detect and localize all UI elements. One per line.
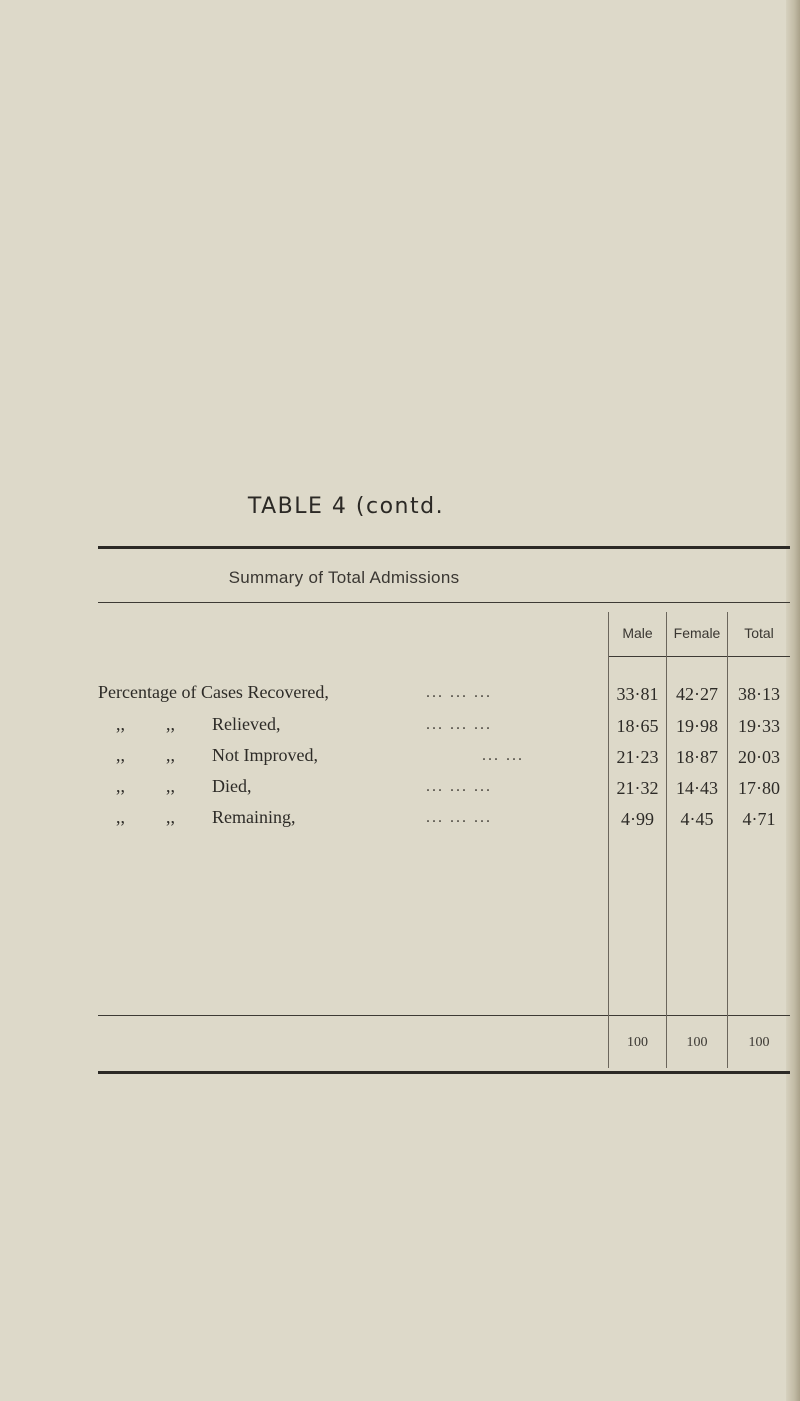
column-header-male: Male xyxy=(622,625,653,641)
ditto-mark: ,, xyxy=(116,745,125,765)
cell-male: 33·81 xyxy=(616,684,659,704)
table-row-label xyxy=(98,682,329,703)
cell-male: 21·32 xyxy=(616,778,659,798)
ditto-mark: ,, xyxy=(166,807,175,827)
cell-total: 4·71 xyxy=(742,809,776,829)
cell-male: 4·99 xyxy=(621,809,654,829)
ditto-mark: ,, xyxy=(166,745,175,765)
title-rule xyxy=(98,546,790,549)
row-label-text: Remaining, xyxy=(212,807,296,827)
cell-total: 20·03 xyxy=(738,747,780,767)
cell-female: 18·87 xyxy=(676,747,718,767)
dot-leader: ... ... ... xyxy=(426,716,492,733)
totals-rule xyxy=(98,1015,790,1016)
dot-leader: ... ... xyxy=(482,747,524,764)
row-label-text: Not Improved, xyxy=(212,745,318,765)
dot-leader: ... ... ... xyxy=(426,809,492,826)
ditto-mark: ,, xyxy=(116,714,125,734)
column-divider-female xyxy=(666,612,667,1068)
ditto-mark: ,, xyxy=(116,776,125,796)
total-female: 100 xyxy=(686,1035,708,1050)
total-male: 100 xyxy=(627,1035,648,1050)
ditto-mark: ,, xyxy=(166,714,175,734)
column-header-total: Total xyxy=(744,625,774,641)
cell-male: 18·65 xyxy=(616,716,659,736)
dot-leader: ... ... ... xyxy=(426,684,492,701)
column-divider-male xyxy=(608,612,609,1068)
row-label-text: Relieved, xyxy=(212,714,281,734)
column-divider-total xyxy=(727,612,728,1068)
dot-leader: ... ... ... xyxy=(426,778,492,795)
header-rule xyxy=(608,656,790,657)
cell-total: 38·13 xyxy=(738,684,780,704)
ditto-mark: ,, xyxy=(166,776,175,796)
cell-total: 19·33 xyxy=(738,716,780,736)
cell-total: 17·80 xyxy=(738,778,780,798)
table-title: TABLE 4 (contd. xyxy=(247,494,445,519)
ditto-mark: ,, xyxy=(116,807,125,827)
table-top-rule xyxy=(98,602,790,603)
cell-female: 19·98 xyxy=(676,716,718,736)
table-row-label xyxy=(98,714,280,735)
cell-female: 14·43 xyxy=(676,778,718,798)
table-row-label xyxy=(98,745,318,766)
cell-female: 42·27 xyxy=(676,684,718,704)
table-row-label xyxy=(98,776,252,797)
total-total: 100 xyxy=(748,1035,770,1050)
cell-female: 4·45 xyxy=(680,809,714,829)
column-header-female: Female xyxy=(673,625,721,641)
cell-male: 21·23 xyxy=(616,747,659,767)
row-label-text: Percentage of Cases Recovered, xyxy=(98,682,329,702)
table-bottom-rule xyxy=(98,1071,790,1074)
row-label-text: Died, xyxy=(212,776,252,796)
table-subtitle: Summary of Total Admissions xyxy=(228,568,460,587)
table-row-label xyxy=(98,807,296,828)
